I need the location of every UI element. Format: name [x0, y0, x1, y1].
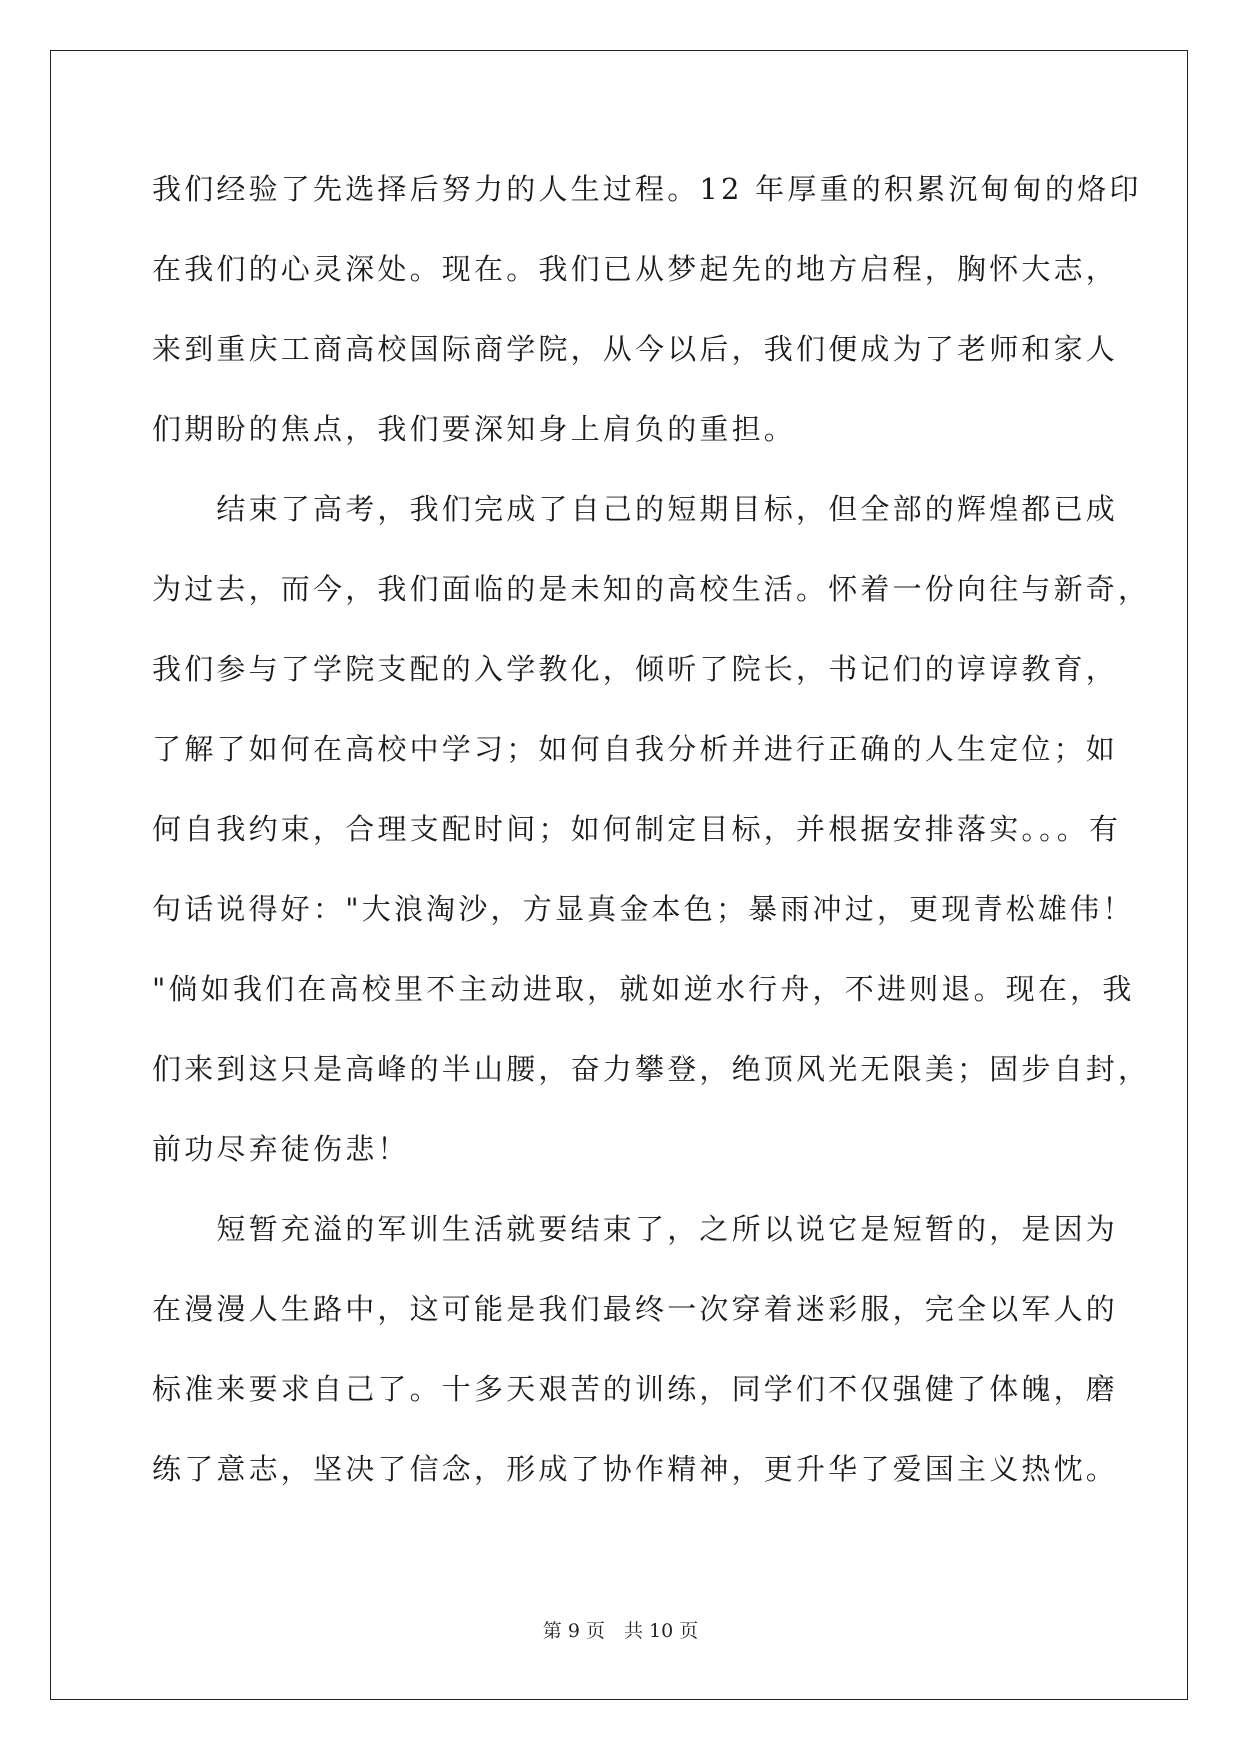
text-line-12: 们来到这只是高峰的半山腰，奋力攀登，绝顶风光无限美；固步自封，: [152, 1052, 1151, 1086]
text-line-4: 们期盼的焦点，我们要深知身上肩负的重担。: [152, 412, 797, 446]
text-line-11: "倘如我们在高校里不主动进取，就如逆水行舟，不进则退。现在，我: [152, 972, 1135, 1006]
text-line-13: 前功尽弃徒伤悲！: [152, 1132, 410, 1166]
text-line-5: 结束了高考，我们完成了自己的短期目标，但全部的辉煌都已成: [152, 492, 1119, 526]
text-line-16: 标准来要求自己了。十多天艰苦的训练，同学们不仅强健了体魄，磨: [152, 1372, 1119, 1406]
text-line-10: 句话说得好："大浪淘沙，方显真金本色；暴雨冲过，更现青松雄伟！: [152, 892, 1135, 926]
text-line-7: 我们参与了学院支配的入学教化，倾听了院长，书记们的谆谆教育，: [152, 652, 1119, 686]
text-line-1: 我们经验了先选择后努力的人生过程。12 年厚重的积累沉甸甸的烙印: [152, 172, 1142, 206]
text-line-17: 练了意志，坚决了信念，形成了协作精神，更升华了爱国主义热忱。: [152, 1452, 1119, 1486]
text-line-15: 在漫漫人生路中，这可能是我们最终一次穿着迷彩服，完全以军人的: [152, 1292, 1119, 1326]
text-line-14: 短暂充溢的军训生活就要结束了，之所以说它是短暂的，是因为: [152, 1212, 1119, 1246]
text-line-9: 何自我约束，合理支配时间；如何制定目标，并根据安排落实。。。有: [152, 812, 1122, 846]
text-line-8: 了解了如何在高校中学习；如何自我分析并进行正确的人生定位；如: [152, 732, 1119, 766]
page-number-footer: 第 9 页 共 10 页: [542, 1620, 699, 1642]
text-line-2: 在我们的心灵深处。现在。我们已从梦起先的地方启程，胸怀大志，: [152, 252, 1119, 286]
text-line-6: 为过去，而今，我们面临的是未知的高校生活。怀着一份向往与新奇，: [152, 572, 1151, 606]
text-line-3: 来到重庆工商高校国际商学院，从今以后，我们便成为了老师和家人: [152, 332, 1119, 366]
